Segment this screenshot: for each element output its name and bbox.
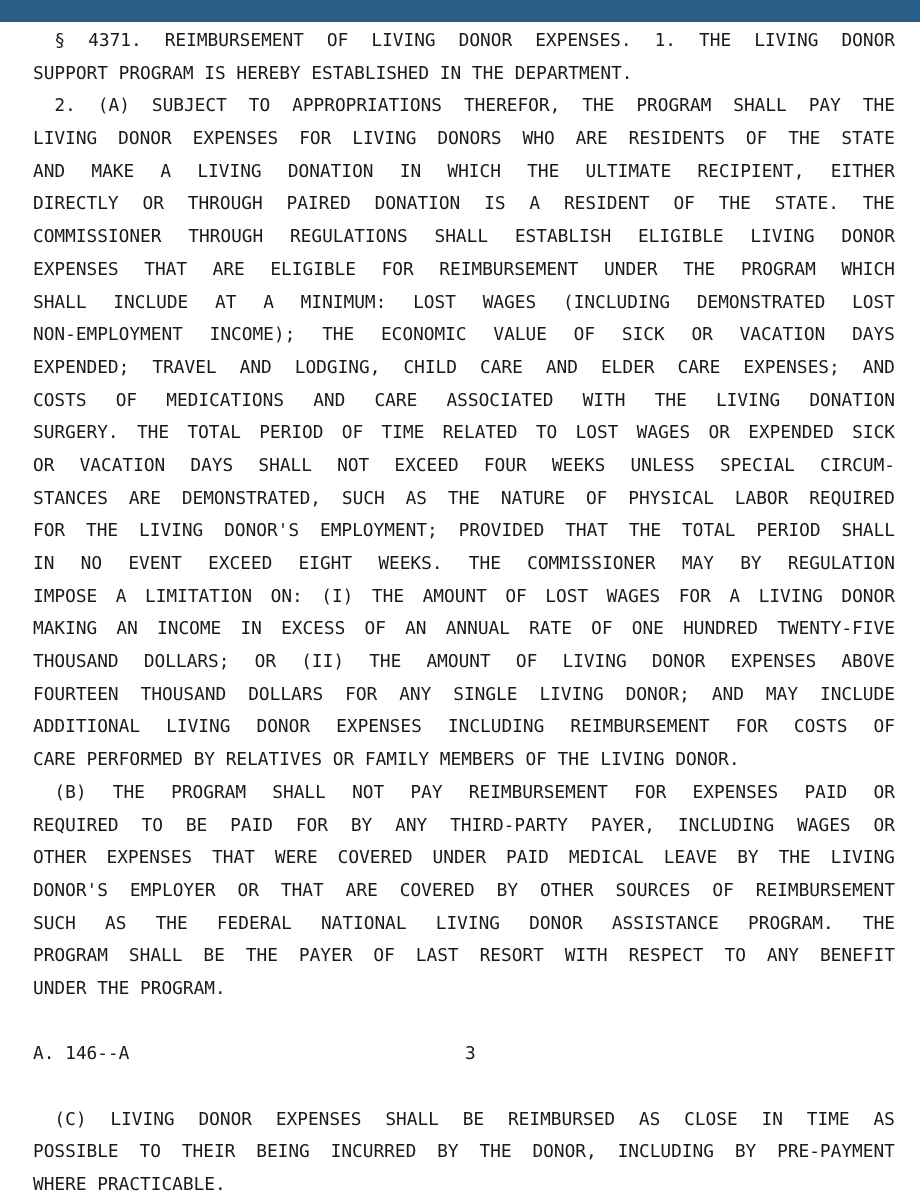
blank-line	[33, 1006, 895, 1039]
text-line: (C) LIVING DONOR EXPENSES SHALL BE REIMBURSED AS CLOSE IN TIME AS	[33, 1108, 895, 1130]
text-line: IN NO EVENT EXCEED EIGHT WEEKS. THE COMMISSIONER MAY BY REGULATION	[33, 553, 895, 574]
text-line: FOURTEEN THOUSAND DOLLARS FOR ANY SINGLE LIVING DONOR; AND MAY INCLUDE	[33, 683, 895, 705]
text-line: PROGRAM SHALL BE THE PAYER OF LAST RESORT WITH RESPECT TO ANY BENEFIT	[33, 945, 895, 967]
text-line: AND MAKE A LIVING DONATION IN WHICH THE ULTIMATE RECIPIENT, EITHER	[33, 160, 895, 182]
page-number: 3	[465, 1043, 476, 1065]
page-footer	[33, 1038, 895, 1071]
text-line: 2. (A) SUBJECT TO APPROPRIATIONS THEREFOR, THE PROGRAM SHALL PAY THE	[33, 95, 895, 117]
text-line: DONOR'S EMPLOYER OR THAT ARE COVERED BY OTHER SOURCES OF REIMBURSEMENT	[33, 879, 895, 901]
text-line: POSSIBLE TO THEIR BEING INCURRED BY THE DONOR, INCLUDING BY PRE-PAYMENT	[33, 1141, 895, 1163]
text-line: UNDER THE PROGRAM.	[33, 977, 226, 999]
text-line: EXPENDED; TRAVEL AND LODGING, CHILD CARE AND ELDER CARE EXPENSES; AND	[33, 356, 895, 378]
text-line: SUPPORT PROGRAM IS HEREBY ESTABLISHED IN THE DEPARTMENT.	[33, 62, 633, 84]
top-bar	[0, 0, 920, 22]
bill-text	[33, 25, 895, 1202]
paragraph-section-1	[33, 25, 895, 90]
blank-line	[33, 1071, 895, 1104]
text-line: STANCES ARE DEMONSTRATED, SUCH AS THE NATURE OF PHYSICAL LABOR REQUIRED	[33, 487, 895, 509]
paragraph-section-2a	[33, 90, 895, 776]
bill-id: A. 146--A	[33, 1043, 130, 1065]
text-line: § 4371. REIMBURSEMENT OF LIVING DONOR EXPENSES. 1. THE LIVING DONOR	[33, 30, 895, 51]
text-line: SUCH AS THE FEDERAL NATIONAL LIVING DONOR ASSISTANCE PROGRAM. THE	[33, 912, 895, 934]
text-line: LIVING DONOR EXPENSES FOR LIVING DONORS WHO ARE RESIDENTS OF THE STATE	[33, 128, 895, 150]
text-line: OTHER EXPENSES THAT WERE COVERED UNDER PAID MEDICAL LEAVE BY THE LIVING	[33, 847, 895, 869]
text-line: MAKING AN INCOME IN EXCESS OF AN ANNUAL RATE OF ONE HUNDRED TWENTY-FIVE	[33, 618, 895, 640]
text-line: COMMISSIONER THROUGH REGULATIONS SHALL ESTABLISH ELIGIBLE LIVING DONOR	[33, 226, 895, 248]
text-line: THOUSAND DOLLARS; OR (II) THE AMOUNT OF LIVING DONOR EXPENSES ABOVE	[33, 651, 895, 673]
text-line: IMPOSE A LIMITATION ON: (I) THE AMOUNT OF LOST WAGES FOR A LIVING DONOR	[33, 585, 895, 607]
paragraph-section-2c	[33, 1104, 895, 1202]
text-line: CARE PERFORMED BY RELATIVES OR FAMILY MEMBERS OF THE LIVING DONOR.	[33, 749, 740, 771]
text-line: REQUIRED TO BE PAID FOR BY ANY THIRD-PARTY PAYER, INCLUDING WAGES OR	[33, 814, 895, 836]
text-line: WHERE PRACTICABLE.	[33, 1174, 226, 1196]
text-line: DIRECTLY OR THROUGH PAIRED DONATION IS A RESIDENT OF THE STATE. THE	[33, 193, 895, 215]
text-line: EXPENSES THAT ARE ELIGIBLE FOR REIMBURSEMENT UNDER THE PROGRAM WHICH	[33, 258, 895, 280]
text-line: SURGERY. THE TOTAL PERIOD OF TIME RELATED TO LOST WAGES OR EXPENDED SICK	[33, 422, 895, 444]
text-line: COSTS OF MEDICATIONS AND CARE ASSOCIATED WITH THE LIVING DONATION	[33, 389, 895, 411]
paragraph-section-2b	[33, 777, 895, 1006]
text-line: SHALL INCLUDE AT A MINIMUM: LOST WAGES (INCLUDING DEMONSTRATED LOST	[33, 291, 895, 313]
text-line: ADDITIONAL LIVING DONOR EXPENSES INCLUDING REIMBURSEMENT FOR COSTS OF	[33, 716, 895, 738]
text-line: OR VACATION DAYS SHALL NOT EXCEED FOUR WEEKS UNLESS SPECIAL CIRCUM-	[33, 454, 895, 476]
text-line: NON-EMPLOYMENT INCOME); THE ECONOMIC VALUE OF SICK OR VACATION DAYS	[33, 324, 895, 346]
text-line: FOR THE LIVING DONOR'S EMPLOYMENT; PROVIDED THAT THE TOTAL PERIOD SHALL	[33, 520, 895, 542]
text-line: (B) THE PROGRAM SHALL NOT PAY REIMBURSEMENT FOR EXPENSES PAID OR	[33, 781, 895, 803]
